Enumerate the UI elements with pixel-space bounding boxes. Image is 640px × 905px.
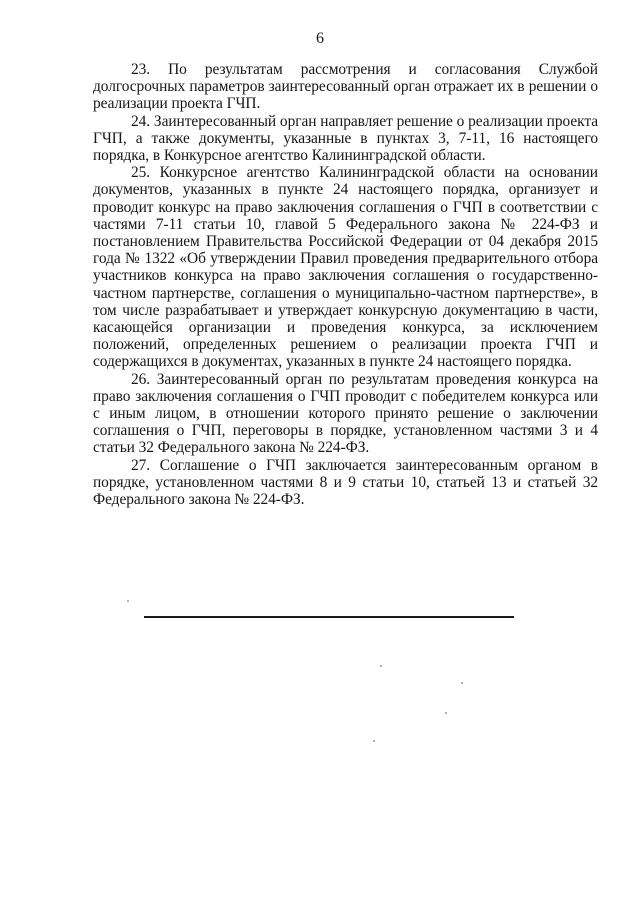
paragraph-25: 25. Конкурсное агентство Калининградской области на основании документов, указанных в пункте 24 настоящего порядка, организует и проводит конкурс на право заключения соглашения о ГЧП в соответствии с частями 7-11 статьи 10, главой 5 Федерального закона № 224-ФЗ и постановлением Правительства Российской Федерации от 04 декабря 2015 года № 1322 «Об утверждении Правил проведения предварительного отбора участников конкурса на право заключения соглашения о государственно-частном партнерстве, соглашения о муниципально-частном партнерстве», в том числе разрабатывает и утверждает конкурсную документацию в части, касающейся организации и проведения конкурса, за исключением положений, определенных решением о реализации проекта ГЧП и содержащихся в документах, указанных в пункте 24 настоящего порядка. — [93, 164, 598, 371]
paragraph-23: 23. По результатам рассмотрения и согласования Службой долгосрочных параметров заинтересованный орган отражает их в решении о реализации проекта ГЧП. — [93, 61, 598, 113]
scan-speck — [461, 682, 463, 684]
paragraph-27: 27. Соглашение о ГЧП заключается заинтересованным органом в порядке, установленном частями 8 и 9 статьи 10, статьей 13 и статьей 32 Федерального закона № 224-ФЗ. — [93, 456, 598, 509]
scan-speck — [380, 665, 382, 667]
scan-speck — [445, 712, 447, 714]
page-number: 6 — [316, 30, 324, 47]
paragraph-24: 24. Заинтересованный орган направляет решение о реализации проекта ГЧП, а также документы, указанные в пунктах 3, 7-11, 16 настоящего порядка, в Конкурсное агентство Калининградской области. — [93, 112, 598, 165]
scan-speck — [127, 600, 129, 602]
document-body — [93, 61, 598, 508]
paragraph-26: 26. Заинтересованный орган по результатам проведения конкурса на право заключения соглашения о ГЧП проводит с победителем конкурса или с иным лицом, в отношении которого принято решение о заключении соглашения о ГЧП, переговоры в порядке, установленном частями 3 и 4 статьи 32 Федерального закона № 224-ФЗ. — [93, 370, 598, 457]
scan-speck — [373, 740, 375, 742]
end-of-text-separator-line — [144, 616, 514, 618]
